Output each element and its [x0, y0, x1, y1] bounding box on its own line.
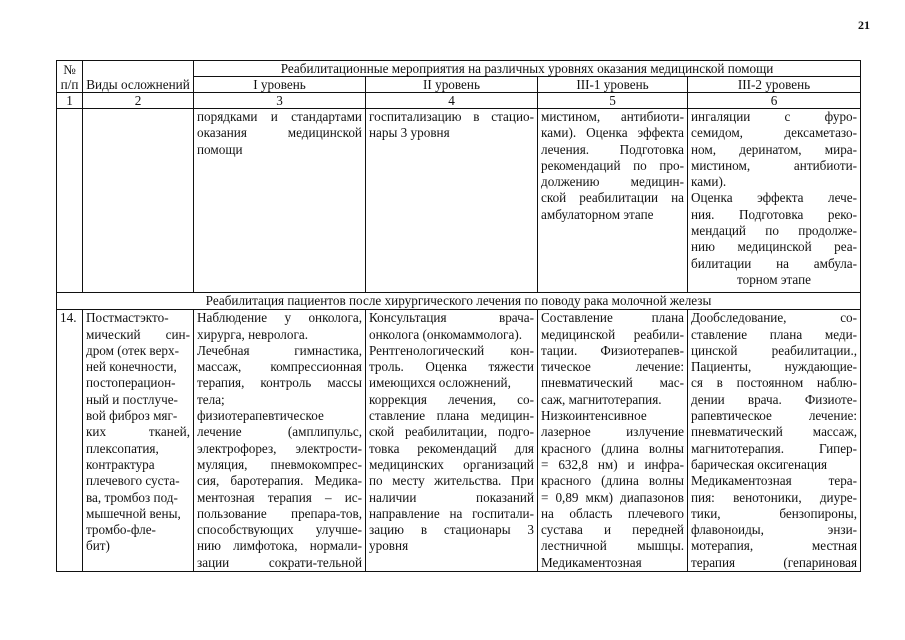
continuation-level-3-1: мистином, антибиоти- ками). Оценка эффекта лечения. Подготовка рекомендаций по про- должению медицин- ской реабилитации на амбулаторном этапе — [538, 109, 688, 293]
header-row-1 — [57, 61, 861, 77]
section-title-row — [57, 293, 861, 310]
col-number-1: 1 — [57, 93, 83, 109]
col-number-2: 2 — [83, 93, 194, 109]
header-num: № — [63, 61, 76, 77]
continuation-complications — [83, 109, 194, 293]
rehabilitation-table — [56, 60, 861, 572]
row-14-num: 14. — [57, 310, 83, 572]
header-complications: Виды осложнений — [83, 61, 194, 93]
row-14-complications: Постмастэкто- мический син- дром (отек верх- ней конечности, постоперацион- ный и постлуче- вой фиброз мяг- ких тканей, плексопатия, контрактура плечевого суста- ва, тромбоз под- мышечной вены, тромбо-фле- бит) — [83, 310, 194, 572]
header-level-3-2: III-2 уровень — [688, 77, 861, 93]
page-number: 21 — [858, 18, 870, 32]
continuation-level-2: госпитализацию в стацио- нары 3 уровня — [366, 109, 538, 293]
header-level-2: II уровень — [366, 77, 538, 93]
col-number-4: 4 — [366, 93, 538, 109]
section-title: Реабилитация пациентов после хирургического лечения по поводу рака молочной железы — [57, 293, 861, 310]
row-14 — [57, 310, 861, 572]
column-numbers-row — [57, 93, 861, 109]
header-level-3-1: III-1 уровень — [538, 77, 688, 93]
col-number-5: 5 — [538, 93, 688, 109]
continuation-level-1: порядками и стандартами оказания медицинской помощи — [194, 109, 366, 293]
row-14-level-3-1: Составление плана медицинской реабили- тации. Физиотерапев- тическое лечение: пневматический мас- саж, магнитотерапия. Низкоинтенсивное лазерное излучение красного (длина волны = 632,8 нм) и инфра- красного (длина волны = 0,89 мкм) диапазонов на область плечевого сустава и передней лестничной мышцы. Медикаментозная — [538, 310, 688, 572]
continuation-level-3-2: ингаляции с фуро- семидом, дексаметазо- ном, деринатом, мира- мистином, антибиоти- ками). Оценка эффекта лече- ния. Подготовка реко- мендаций по продолже- нию медицинской реа- билитации на амбула- торном этапе — [688, 109, 861, 293]
continuation-row — [57, 109, 861, 293]
col-number-6: 6 — [688, 93, 861, 109]
header-level-1: I уровень — [194, 77, 366, 93]
continuation-num — [57, 109, 83, 293]
row-14-level-1: Наблюдение у онколога, хирурга, невролога. Лечебная гимнастика, массаж, компрессионная терапия, контроль массы тела; физиотерапевтическое лечение (амплипульс, электрофорез, электрости- муляция, пневмокомпрес- сия, баротерапия. Медика- ментозная терапия – ис- пользование препара-тов, способствующих улучше- нию лимфотока, нормали- зации сократи-тельной — [194, 310, 366, 572]
header-num2: п/п — [60, 76, 79, 92]
col-number-3: 3 — [194, 93, 366, 109]
header-group-title: Реабилитационные мероприятия на различных уровнях оказания медицинской помощи — [194, 61, 861, 77]
row-14-level-2: Консультация врача- онколога (онкомаммолога). Рентгенологический кон- троль. Оценка тяжести имеющихся осложнений, коррекция лечения, со- ставление плана медицин- ской реабилитации, подго- товка рекомендаций для медицинских организаций по месту жительства. При наличии показаний направление на госпитали- зацию в стационары 3 уровня — [366, 310, 538, 572]
row-14-level-3-2: Дообследование, со- ставление плана меди- цинской реабилитации., Пациенты, нуждающие- ся в постоянном наблю- дении врача. Физиоте- рапевтическое лечение: пневматический массаж, магнитотерапия. Гипер- барическая оксигенация Медикаментозная тера- пия: венотоники, диуре- тики, бензопироны, флавоноиды, энзи- мотерапия, местная терапия (гепариновая — [688, 310, 861, 572]
header-num-cell — [57, 61, 83, 93]
